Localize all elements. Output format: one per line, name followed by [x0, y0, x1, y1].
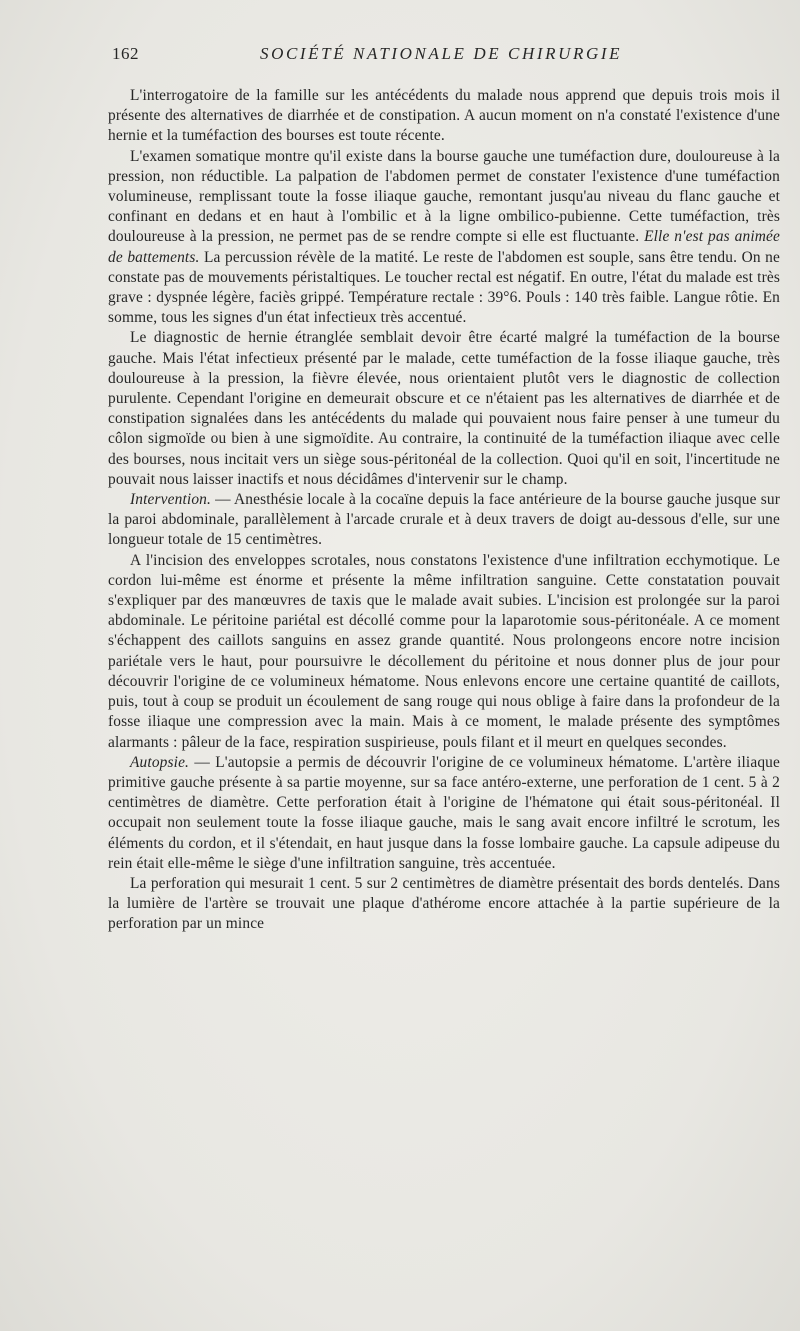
paragraph-family-history [108, 86, 780, 147]
paragraph-text: Le diagnostic de hernie étranglée semblait devoir être écarté malgré la tuméfaction de la bourse gauche. Mais l'état infectieux présenté par le malade, cette tuméfaction de la fosse iliaque gauche, très douloureuse à la pression, la fièvre élevée, nous orientaient plutôt vers le diagnostic de collection purulente. Cependant l'origine en demeurait obscure et ce n'étaient pas les alternatives de diarrhée et de constipation signalées dans les antécédents du malade qui pouvaient nous faire penser à une tumeur du côlon sigmoïde ou bien à une sigmoïdite. Au contraire, la continuité de la tuméfaction iliaque avec celle des bourses, nous incitait vers un siège sous-péritonéal de la collection. Quoi qu'il en soit, l'incertitude ne pouvait nous laisser inactifs et nous décidâmes d'intervenir sur le champ. [108, 329, 780, 488]
paragraph-perforation [108, 874, 780, 935]
paragraph-text: — Anesthésie locale à la cocaïne depuis la face antérieure de la bourse gauche jusque sur la paroi abdominale, parallèlement à l'arcade crurale et à deux travers de doigt au-dessous d'elle, sur une longueur totale de 15 centimètres. [108, 491, 780, 549]
paragraph-text: L'examen somatique montre qu'il existe dans la bourse gauche une tuméfaction dure, douloureuse à la pression, non réductible. La palpation de l'abdomen permet de constater l'existence d'une tuméfaction volumineuse, remplissant toute la fosse iliaque gauche, remontant jusqu'au niveau du flanc gauche et confinant en dedans et en haut à l'ombilic et à la ligne ombilico-pubienne. Cette tuméfaction, très douloureuse à la pression, ne permet pas de se rendre compte si elle est fluctuante. [108, 147, 780, 246]
paragraph-text: La perforation qui mesurait 1 cent. 5 sur 2 centimètres de diamètre présentait des bords dentelés. Dans la lumière de l'artère se trouvait une plaque d'athérome encore attachée à la partie supérieure de la perforation par un mince [108, 874, 780, 933]
paragraph-text: — L'autopsie a permis de découvrir l'origine de ce volumineux hématome. L'artère iliaque primitive gauche présente à sa partie moyenne, sur sa face antéro-externe, une perforation de 1 cent. 5 à 2 centimètres de diamètre. Cette perforation était à l'origine de l'hématone qui était sous-péritonéal. Il occupait non seulement toute la fosse iliaque gauche, mais le sang avait encore infiltré le scrotum, les éléments du cordon, et il s'étendait, en haut jusque dans la fosse lombaire gauche. La capsule adipeuse du rein était elle-même le siège d'une infiltration sanguine, très accentuée. [108, 753, 781, 872]
paragraph-examination [108, 147, 780, 329]
running-title: SOCIÉTÉ NATIONALE DE CHIRURGIE [260, 44, 623, 63]
page-header [112, 44, 780, 66]
paragraph-text-continued: La percussion révèle de la matité. Le reste de l'abdomen est souple, sans être tendu. On ne constate pas de mouvements péristaltiques. Le toucher rectal est négatif. En outre, l'état du malade est très grave : dyspnée légère, faciès grippé. Température rectale : 39°6. Pouls : 140 très faible. Langue rôtie. En somme, tous les signes d'un état infectieux très accentué. [108, 248, 780, 327]
paragraph-text: L'interrogatoire de la famille sur les antécédents du malade nous apprend que depuis trois mois il présente des alternatives de diarrhée et de constipation. A aucun moment on n'a constaté l'existence d'une hernie et la tuméfaction des bourses est toute récente. [108, 87, 780, 145]
paragraph-incision [108, 551, 780, 753]
paragraph-autopsy [108, 753, 780, 874]
section-label-autopsy: Autopsie. [130, 753, 190, 771]
body-text [108, 86, 780, 935]
paragraph-intervention [108, 490, 780, 551]
section-label-intervention: Intervention. [130, 491, 212, 509]
page-number: 162 [112, 44, 139, 63]
paragraph-text: A l'incision des enveloppes scrotales, nous constatons l'existence d'une infiltration ecchymotique. Le cordon lui-même est énorme et présente la même infiltration sanguine. Cette constatation pouvait s'expliquer par des manœuvres de taxis que le malade avait subies. L'incision est prolongée sur la paroi abdominale. Le péritoine pariétal est décollé comme pour la laparotomie sous-péritonéale. A ce moment s'échappent des caillots sanguins en assez grande quantité. Nous prolongeons encore notre incision pariétale vers le haut, pour poursuivre le décollement du péritoine et nous donner plus de jour pour découvrir l'origine de ce volumineux hématome. Nous enlevons encore une certaine quantité de caillots, puis, tout à coup se produit un écoulement de sang rouge qui nous oblige à faire dans la profondeur de la fosse iliaque une compression avec la main. Mais à ce moment, le malade présente des symptômes alarmants : pâleur de la face, respiration suspirieuse, pouls filant et il meurt en quelques secondes. [108, 551, 780, 751]
paragraph-diagnosis [108, 328, 780, 490]
paragraph-emphasis: Elle n'est pas animée de battements. [108, 228, 780, 266]
